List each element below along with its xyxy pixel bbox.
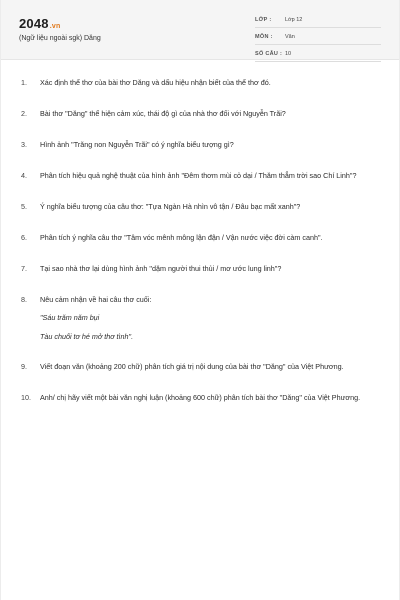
question-number: 5. — [21, 202, 27, 211]
meta-label-count: SỐ CÂU : — [255, 51, 283, 57]
poem-line: Tàu chuối tơ hé mở thơ tình". — [40, 332, 134, 341]
question-list — [19, 78, 381, 403]
question-item — [19, 202, 381, 212]
document-meta — [255, 14, 381, 65]
question-number: 8. — [21, 295, 27, 304]
meta-row-subject — [255, 31, 381, 45]
meta-label-subject: MÔN : — [255, 34, 273, 40]
logo-main-text: 2048 — [19, 16, 49, 31]
question-text: Tại sao nhà thơ lại dùng hình ảnh "dặm người thui thủi / mơ ước lung linh"? — [40, 264, 282, 273]
question-text: Viết đoạn văn (khoảng 200 chữ) phân tích giá trị nội dung của bài thơ "Dăng" của Việt Phương. — [40, 362, 344, 371]
meta-value-class: Lớp 12 — [285, 17, 303, 23]
question-number: 1. — [21, 78, 27, 87]
meta-label-class: LỚP : — [255, 17, 272, 23]
question-text: Ý nghĩa biểu tượng của câu thơ: "Tựa Ngàn Hà nhìn vô tận / Đâu bạc mất xanh"? — [40, 202, 301, 211]
question-item — [19, 140, 381, 150]
document-title: (Ngữ liệu ngoài sgk) Dăng — [19, 35, 101, 42]
question-text: Bài thơ "Dăng" thể hiện cảm xúc, thái độ gì của nhà thơ đối với Nguyễn Trãi? — [40, 109, 286, 118]
question-number: 10. — [21, 393, 31, 402]
question-text: Anh/ chị hãy viết một bài văn nghị luận (khoảng 600 chữ) phân tích bài thơ "Dăng" của Việt Phương. — [40, 393, 361, 402]
question-text: Xác định thể thơ của bài thơ Dăng và dấu hiệu nhận biết của thể thơ đó. — [40, 78, 271, 87]
question-item — [19, 171, 381, 181]
meta-row-class — [255, 14, 381, 28]
meta-row-count — [255, 48, 381, 62]
question-text: Phân tích hiệu quả nghệ thuật của hình ảnh "Đêm thơm mùi cỏ dại / Thăm thẳm trời sao Chí Linh"? — [40, 171, 357, 180]
meta-value-subject: Văn — [285, 34, 295, 40]
question-item — [19, 78, 381, 88]
question-number: 7. — [21, 264, 27, 273]
question-number: 4. — [21, 171, 27, 180]
logo-sub-text: .vn — [49, 23, 61, 30]
site-logo[interactable] — [19, 16, 60, 31]
question-text: Nêu cảm nhận về hai câu thơ cuối: — [40, 295, 152, 304]
question-text: Phân tích ý nghĩa câu thơ "Tâm vóc mênh mông lận đận / Vận nước việc đời càm canh". — [40, 233, 323, 242]
question-number: 3. — [21, 140, 27, 149]
question-number: 2. — [21, 109, 27, 118]
question-number: 6. — [21, 233, 27, 242]
question-item — [19, 362, 381, 372]
question-item — [19, 233, 381, 243]
question-number: 9. — [21, 362, 27, 371]
document-header — [1, 0, 399, 60]
poem-line: "Sáu trăm năm bụi — [40, 313, 100, 322]
meta-value-count: 10 — [285, 51, 292, 57]
question-item — [19, 109, 381, 119]
question-item — [19, 393, 381, 403]
question-item — [19, 264, 381, 274]
question-text: Hình ảnh "Trăng non Nguyễn Trãi" có ý nghĩa biểu tượng gì? — [40, 140, 234, 149]
question-item — [19, 295, 381, 342]
